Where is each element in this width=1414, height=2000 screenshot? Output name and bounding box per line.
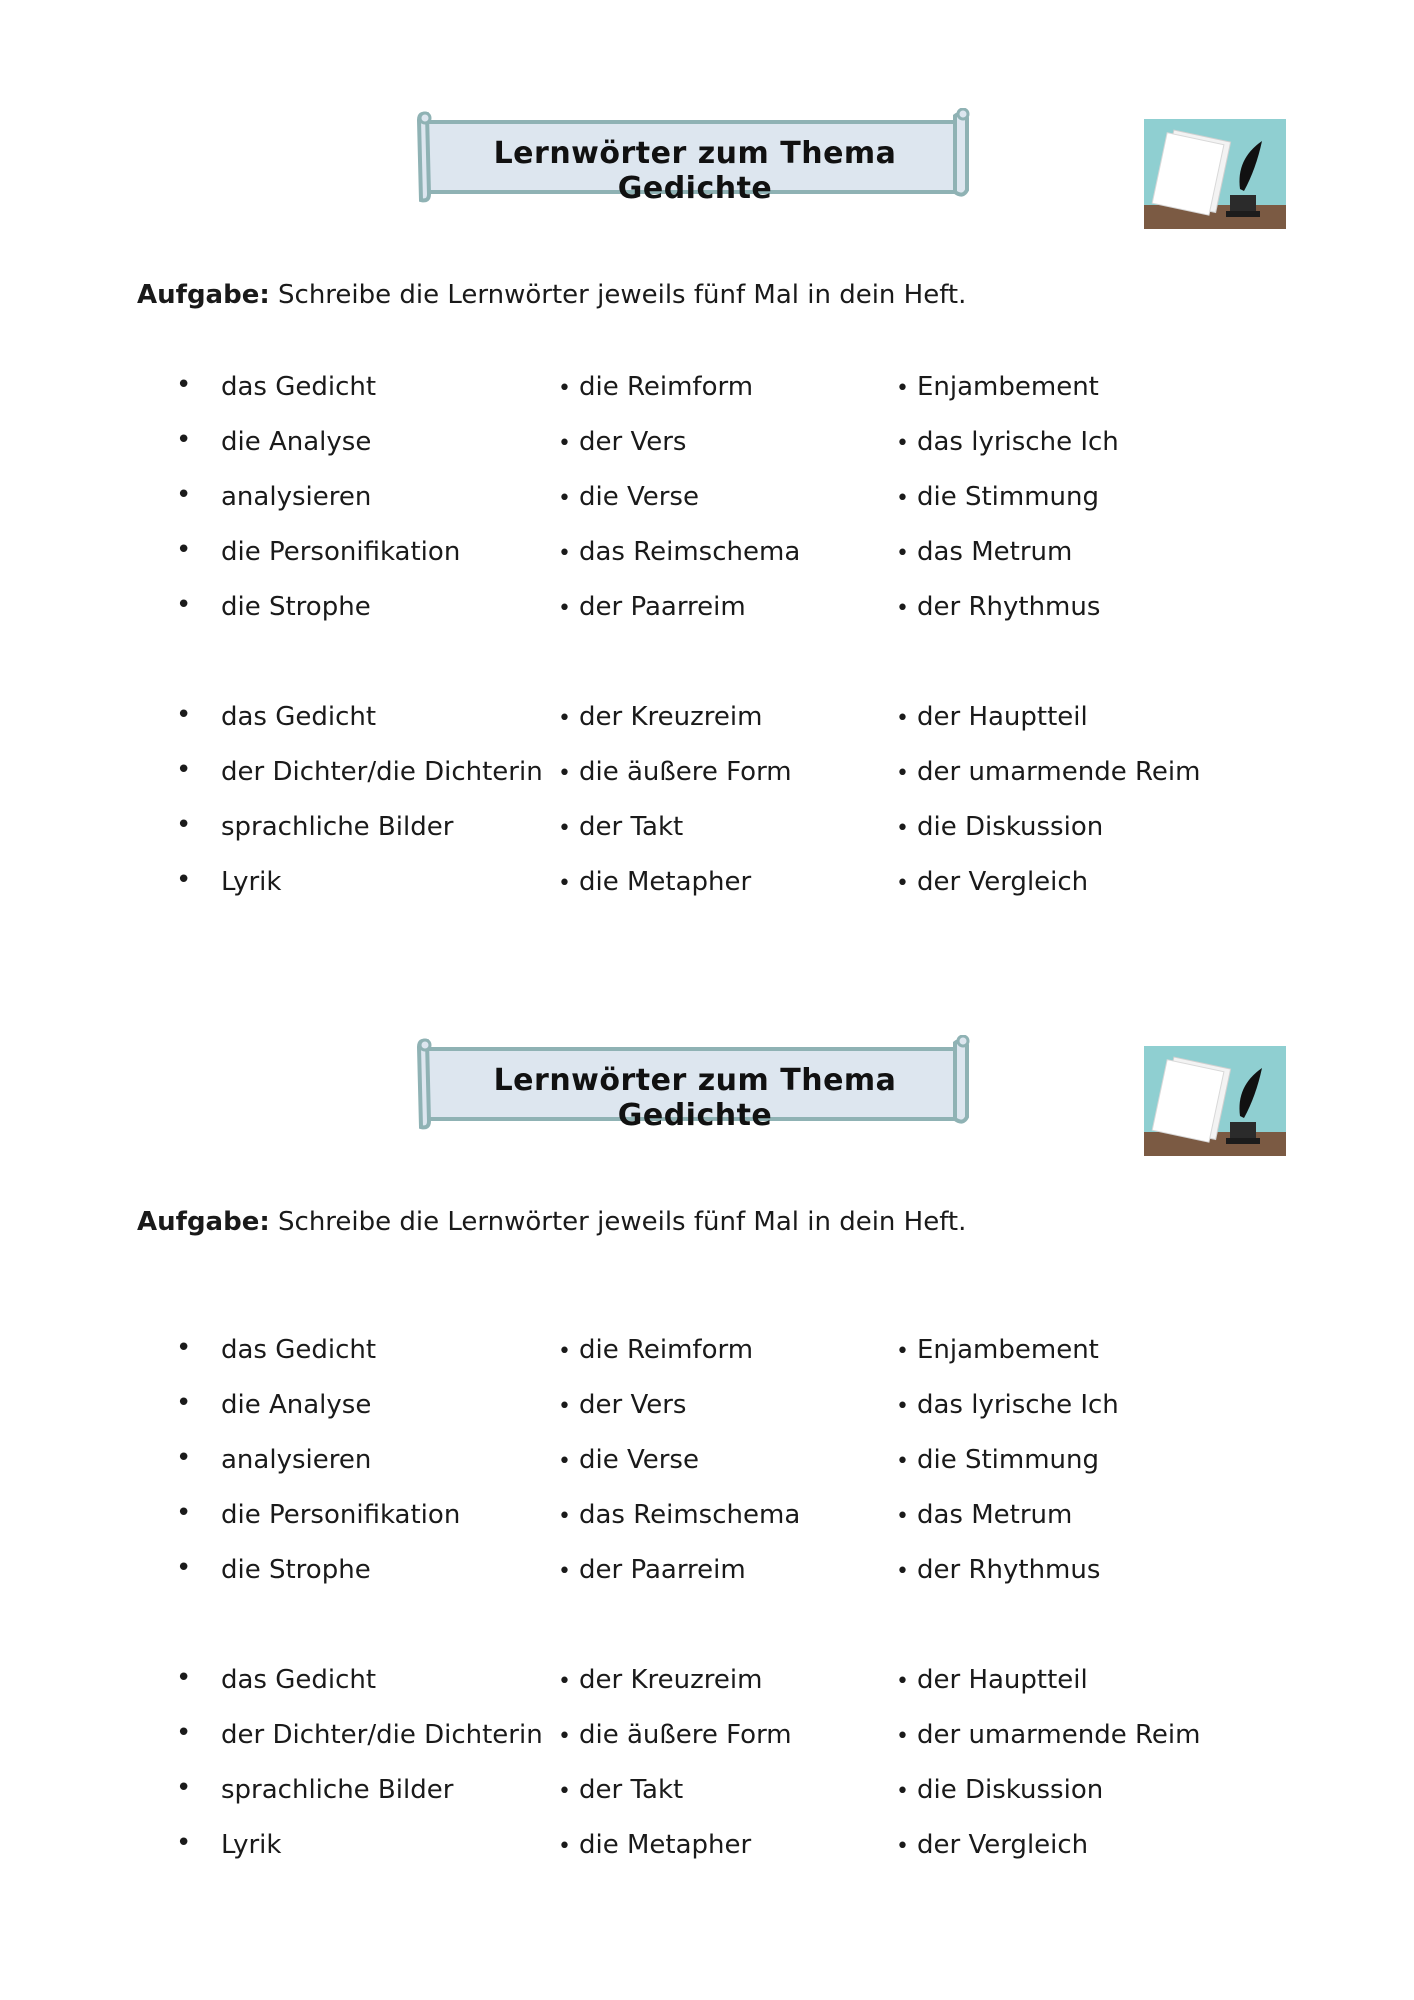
list-item: • der Kreuzreim	[558, 1665, 763, 1695]
list-item: • die Reimform	[558, 372, 754, 402]
list-item: • die Reimform	[558, 1335, 754, 1365]
page-title: Lernwörter zum Thema Gedichte	[493, 136, 897, 206]
list-item: • die äußere Form	[558, 757, 792, 787]
list-item: • das lyrische Ich	[896, 1390, 1119, 1420]
list-item: • das Metrum	[896, 1500, 1073, 1530]
list-item: • die Stimmung	[896, 1445, 1100, 1475]
list-item: • die Diskussion	[896, 812, 1104, 842]
task-text: Schreibe die Lernwörter jeweils fünf Mal in dein Heft.	[269, 280, 967, 310]
list-item: • der Paarreim	[558, 592, 746, 622]
list-item: • die Stimmung	[896, 482, 1100, 512]
list-item: • der Takt	[558, 1775, 684, 1805]
worksheet-2: Lernwörter zum Thema Gedichte Aufgabe: Schreibe die Lernwörter jeweils fünf Mal in dein Heft. • das Gedicht • die Analyse • analysieren • die Personifikation • die Strophe • die Reimform • der Vers • die Verse • das Reimschema • der Paarreim • Enjambement • das lyrische Ich • die Stimmung • das Metrum • der Rhythmus • das Gedicht • der Dichter/die Dichterin • sprachliche Bilder • Lyrik • der Kreuzreim • die äußere Form • der Takt • die Metapher • der Hauptteil • der umarmende Reim • die Diskussion • der Vergleich	[0, 927, 1414, 1887]
list-item: • der Paarreim	[558, 1555, 746, 1585]
list-item: • der Vergleich	[896, 1830, 1089, 1860]
list-item: • das Reimschema	[558, 1500, 801, 1530]
paper-quill-inkwell-image	[1144, 1046, 1286, 1156]
paper-quill-inkwell-image	[1144, 119, 1286, 229]
list-item: • der Rhythmus	[896, 592, 1101, 622]
list-item: • Enjambement	[896, 372, 1099, 402]
list-item: • der Vergleich	[896, 867, 1089, 897]
task-label: Aufgabe:	[137, 1207, 270, 1237]
worksheet-1: Lernwörter zum Thema Gedichte Aufgabe: Schreibe die Lernwörter jeweils fünf Mal in dein Heft. • das Gedicht • die Analyse • analysieren • die Personifikation • die Strophe • die Reimform • der Vers • die Verse • das Reimschema • der Paarreim • Enjambement • das lyrische Ich • die Stimmung • das Metrum • der Rhythmus • das Gedicht • der Dichter/die Dichterin • sprachliche Bilder • Lyrik • der Kreuzreim • die äußere Form • der Takt • die Metapher • der Hauptteil • der umarmende Reim • die Diskussion • der Vergleich	[0, 0, 1414, 960]
list-item: • die Verse	[558, 482, 699, 512]
list-item: • die Diskussion	[896, 1775, 1104, 1805]
list-item: • der umarmende Reim	[896, 757, 1201, 787]
list-item: • das lyrische Ich	[896, 427, 1119, 457]
title-banner	[415, 108, 975, 204]
list-item: • der Rhythmus	[896, 1555, 1101, 1585]
list-item: • Enjambement	[896, 1335, 1099, 1365]
list-item: • die äußere Form	[558, 1720, 792, 1750]
list-item: • der Kreuzreim	[558, 702, 763, 732]
list-item: • der Vers	[558, 1390, 687, 1420]
list-item: • das Metrum	[896, 537, 1073, 567]
list-item: • die Metapher	[558, 867, 752, 897]
task-instruction	[137, 280, 966, 310]
list-item: • die Metapher	[558, 1830, 752, 1860]
list-item: • der Vers	[558, 427, 687, 457]
page-title: Lernwörter zum Thema Gedichte	[493, 1063, 897, 1133]
list-item: • das Reimschema	[558, 537, 801, 567]
task-text: Schreibe die Lernwörter jeweils fünf Mal in dein Heft.	[269, 1207, 967, 1237]
list-item: • der Hauptteil	[896, 1665, 1088, 1695]
list-item: • die Verse	[558, 1445, 699, 1475]
list-item: • der umarmende Reim	[896, 1720, 1201, 1750]
task-label: Aufgabe:	[137, 280, 270, 310]
task-instruction	[137, 1207, 966, 1237]
list-item: • der Hauptteil	[896, 702, 1088, 732]
list-item: • der Takt	[558, 812, 684, 842]
title-banner	[415, 1035, 975, 1131]
